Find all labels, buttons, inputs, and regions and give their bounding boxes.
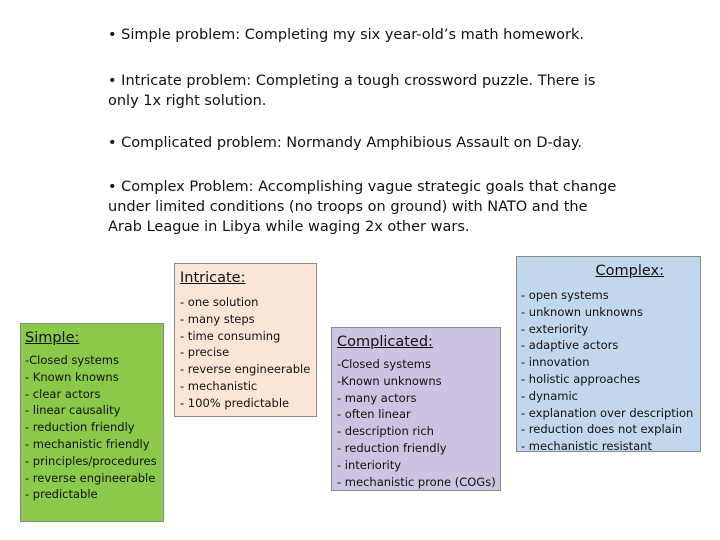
intricate-box (174, 263, 317, 417)
simple-heading: Simple: (25, 330, 80, 346)
complex-box (516, 256, 701, 452)
list-item: - explanation over description (521, 405, 694, 420)
list-item: - mechanistic prone (COGs) (337, 474, 496, 489)
list-item: - innovation (521, 355, 590, 370)
bullet-simple-problem: • Simple problem: Completing my six year-old’s math homework. (108, 27, 584, 43)
list-item: - adaptive actors (521, 338, 619, 353)
list-item: - open systems (521, 288, 609, 302)
list-item: - mechanistic friendly (25, 436, 150, 451)
list-item: - many steps (180, 311, 255, 326)
simple-list (25, 352, 163, 503)
list-item: - reverse engineerable (180, 362, 311, 377)
list-item: - predictable (25, 487, 98, 502)
intricate-list (180, 294, 316, 412)
list-item: - mechanistic (180, 378, 258, 393)
list-item: - holistic approaches (521, 371, 641, 386)
bullet-complicated-problem: • Complicated problem: Normandy Amphibious Assault on D-day. (108, 135, 582, 151)
list-item: - many actors (337, 390, 417, 405)
bullet-intricate-problem: • Intricate problem: Completing a tough crossword puzzle. There is only 1x right solution. (108, 73, 596, 109)
complicated-box (331, 327, 501, 491)
list-item: -Known unknowns (337, 373, 442, 388)
complex-list (521, 287, 700, 455)
list-item: - interiority (337, 457, 402, 472)
list-item: -Closed systems (337, 357, 431, 371)
list-item: -Closed systems (25, 353, 119, 367)
complex-heading: Complex: (595, 263, 664, 279)
list-item: - linear causality (25, 403, 121, 418)
list-item: - time consuming (180, 328, 281, 343)
intricate-heading: Intricate: (180, 270, 246, 286)
list-item: - often linear (337, 407, 411, 422)
complicated-heading: Complicated: (337, 334, 433, 350)
list-item: - reduction does not explain (521, 422, 683, 437)
list-item: - reduction friendly (337, 440, 447, 455)
list-item: - clear actors (25, 386, 101, 401)
list-item: - principles/procedures (25, 453, 157, 468)
bullet-complex-problem: • Complex Problem: Accomplishing vague strategic goals that change under limited conditions (no troops on ground) with NATO and the Arab League in Libya while waging 2x other wars. (108, 179, 617, 235)
complicated-list (337, 356, 500, 490)
list-item: - Known knowns (25, 369, 119, 384)
list-item: - unknown unknowns (521, 304, 643, 319)
list-item: - reverse engineerable (25, 470, 156, 485)
list-item: - mechanistic resistant (521, 439, 652, 454)
list-item: - reduction friendly (25, 420, 135, 435)
list-item: - dynamic (521, 388, 578, 403)
list-item: - description rich (337, 424, 434, 439)
list-item: - exteriority (521, 321, 589, 336)
simple-box (20, 323, 164, 522)
list-item: - precise (180, 345, 230, 360)
list-item: - 100% predictable (180, 395, 290, 410)
list-item: - one solution (180, 295, 259, 309)
